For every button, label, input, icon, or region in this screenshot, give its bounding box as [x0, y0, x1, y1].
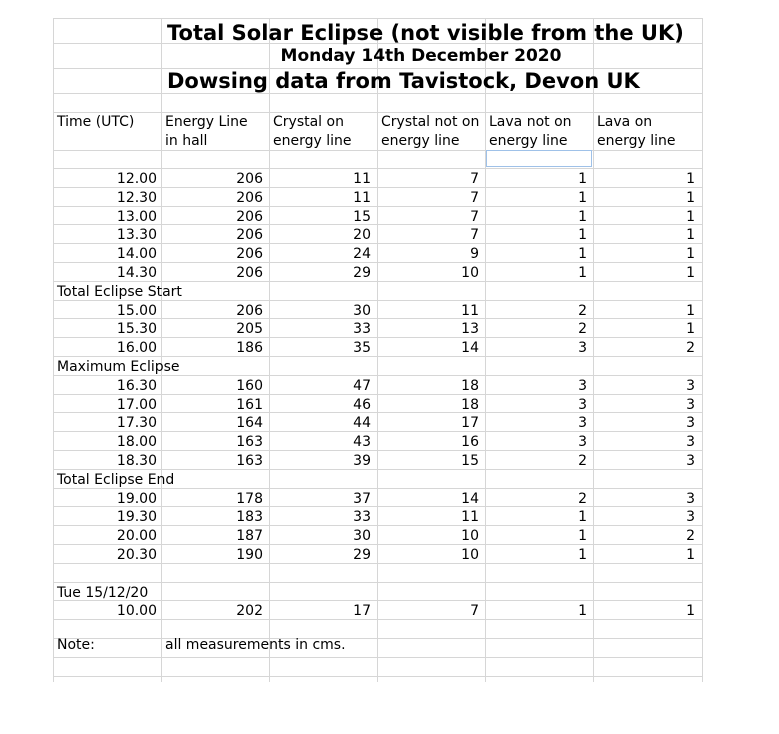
value-cell: 7	[470, 171, 479, 187]
value-cell: 9	[470, 246, 479, 262]
value-cell: 3	[578, 378, 587, 394]
value-cell: 1	[578, 227, 587, 243]
value-cell: 29	[353, 265, 371, 281]
value-cell: 1	[578, 190, 587, 206]
value-cell: 3	[578, 415, 587, 431]
value-cell: 46	[353, 397, 371, 413]
note-text: all measurements in cms.	[165, 637, 346, 653]
value-cell: 10	[461, 528, 479, 544]
grid-hline	[53, 582, 703, 583]
time-cell: 14.00	[116, 246, 157, 262]
sheet-title: Total Solar Eclipse (not visible from the UK)	[167, 21, 684, 45]
value-cell: 33	[353, 509, 371, 525]
value-cell: 163	[236, 453, 263, 469]
header-energy-line-1: Energy Line	[165, 114, 248, 130]
value-cell: 37	[353, 491, 371, 507]
value-cell: 161	[236, 397, 263, 413]
value-cell: 11	[461, 303, 479, 319]
time-cell: 18.00	[116, 434, 157, 450]
value-cell: 1	[686, 171, 695, 187]
value-cell: 206	[236, 209, 263, 225]
value-cell: 18	[461, 378, 479, 394]
value-cell: 183	[236, 509, 263, 525]
value-cell: 2	[578, 303, 587, 319]
value-cell: 3	[686, 509, 695, 525]
time-cell: 20.00	[116, 528, 157, 544]
value-cell: 33	[353, 321, 371, 337]
value-cell: 14	[461, 340, 479, 356]
grid-hline	[53, 18, 703, 19]
value-cell: 205	[236, 321, 263, 337]
value-cell: 18	[461, 397, 479, 413]
value-cell: 35	[353, 340, 371, 356]
value-cell: 2	[578, 453, 587, 469]
value-cell: 1	[578, 265, 587, 281]
value-cell: 3	[686, 415, 695, 431]
value-cell: 7	[470, 190, 479, 206]
header-crystal-on-1: Crystal on	[273, 114, 344, 130]
value-cell: 1	[686, 246, 695, 262]
header-crystal-on-2: energy line	[273, 133, 352, 149]
value-cell: 17	[353, 603, 371, 619]
section-label: Total Eclipse Start	[57, 284, 182, 300]
value-cell: 206	[236, 303, 263, 319]
header-crystal-not-on-1: Crystal not on	[381, 114, 480, 130]
value-cell: 11	[353, 190, 371, 206]
value-cell: 206	[236, 227, 263, 243]
value-cell: 1	[578, 246, 587, 262]
grid-hline	[53, 676, 703, 677]
value-cell: 24	[353, 246, 371, 262]
value-cell: 3	[686, 378, 695, 394]
value-cell: 2	[686, 528, 695, 544]
value-cell: 1	[578, 509, 587, 525]
value-cell: 3	[686, 397, 695, 413]
value-cell: 29	[353, 547, 371, 563]
value-cell: 20	[353, 227, 371, 243]
value-cell: 30	[353, 303, 371, 319]
header-time: Time (UTC)	[57, 114, 135, 130]
value-cell: 17	[461, 415, 479, 431]
value-cell: 163	[236, 434, 263, 450]
value-cell: 206	[236, 265, 263, 281]
value-cell: 2	[578, 321, 587, 337]
header-lava-not-on-1: Lava not on	[489, 114, 572, 130]
value-cell: 3	[686, 434, 695, 450]
value-cell: 1	[686, 321, 695, 337]
time-cell: 13.00	[116, 209, 157, 225]
value-cell: 7	[470, 209, 479, 225]
grid-hline	[53, 600, 703, 601]
value-cell: 190	[236, 547, 263, 563]
value-cell: 1	[578, 171, 587, 187]
time-cell: 17.00	[116, 397, 157, 413]
value-cell: 30	[353, 528, 371, 544]
time-cell: 10.00	[116, 603, 157, 619]
value-cell: 1	[578, 547, 587, 563]
header-lava-not-on-2: energy line	[489, 133, 568, 149]
header-lava-on-2: energy line	[597, 133, 676, 149]
header-lava-on-1: Lava on	[597, 114, 653, 130]
time-cell: 18.30	[116, 453, 157, 469]
value-cell: 3	[578, 340, 587, 356]
value-cell: 47	[353, 378, 371, 394]
value-cell: 1	[686, 603, 695, 619]
time-cell: 19.30	[116, 509, 157, 525]
value-cell: 14	[461, 491, 479, 507]
value-cell: 3	[686, 453, 695, 469]
note-label: Note:	[57, 637, 95, 653]
value-cell: 13	[461, 321, 479, 337]
section-label: Total Eclipse End	[57, 472, 175, 488]
value-cell: 16	[461, 434, 479, 450]
value-cell: 202	[236, 603, 263, 619]
time-cell: 12.00	[116, 171, 157, 187]
time-cell: 16.30	[116, 378, 157, 394]
value-cell: 1	[578, 603, 587, 619]
location-line: Dowsing data from Tavistock, Devon UK	[167, 69, 640, 93]
time-cell: 15.30	[116, 321, 157, 337]
value-cell: 164	[236, 415, 263, 431]
selected-cell[interactable]	[486, 150, 592, 167]
value-cell: 7	[470, 603, 479, 619]
value-cell: 1	[686, 190, 695, 206]
grid-hline	[53, 150, 703, 151]
value-cell: 206	[236, 171, 263, 187]
value-cell: 2	[686, 340, 695, 356]
grid-hline	[53, 657, 703, 658]
value-cell: 15	[461, 453, 479, 469]
time-cell: 14.30	[116, 265, 157, 281]
value-cell: 1	[686, 227, 695, 243]
value-cell: 39	[353, 453, 371, 469]
time-cell: 19.00	[116, 491, 157, 507]
value-cell: 43	[353, 434, 371, 450]
value-cell: 1	[578, 528, 587, 544]
time-cell: 17.30	[116, 415, 157, 431]
value-cell: 10	[461, 547, 479, 563]
value-cell: 11	[353, 171, 371, 187]
value-cell: 44	[353, 415, 371, 431]
value-cell: 15	[353, 209, 371, 225]
value-cell: 7	[470, 227, 479, 243]
value-cell: 186	[236, 340, 263, 356]
value-cell: 1	[686, 303, 695, 319]
value-cell: 187	[236, 528, 263, 544]
grid-hline	[53, 168, 703, 169]
value-cell: 160	[236, 378, 263, 394]
value-cell: 206	[236, 190, 263, 206]
value-cell: 178	[236, 491, 263, 507]
value-cell: 3	[578, 397, 587, 413]
value-cell: 3	[578, 434, 587, 450]
value-cell: 206	[236, 246, 263, 262]
value-cell: 1	[578, 209, 587, 225]
time-cell: 12.30	[116, 190, 157, 206]
section-label: Tue 15/12/20	[57, 585, 149, 601]
value-cell: 2	[578, 491, 587, 507]
value-cell: 1	[686, 265, 695, 281]
header-crystal-not-on-2: energy line	[381, 133, 460, 149]
section-label: Maximum Eclipse	[57, 359, 180, 375]
grid-hline	[53, 638, 703, 639]
value-cell: 1	[686, 547, 695, 563]
value-cell: 1	[686, 209, 695, 225]
time-cell: 15.00	[116, 303, 157, 319]
date-line: Monday 14th December 2020	[280, 46, 562, 66]
time-cell: 16.00	[116, 340, 157, 356]
time-cell: 20.30	[116, 547, 157, 563]
value-cell: 10	[461, 265, 479, 281]
time-cell: 13.30	[116, 227, 157, 243]
value-cell: 3	[686, 491, 695, 507]
header-energy-line-2: in hall	[165, 133, 208, 149]
value-cell: 11	[461, 509, 479, 525]
